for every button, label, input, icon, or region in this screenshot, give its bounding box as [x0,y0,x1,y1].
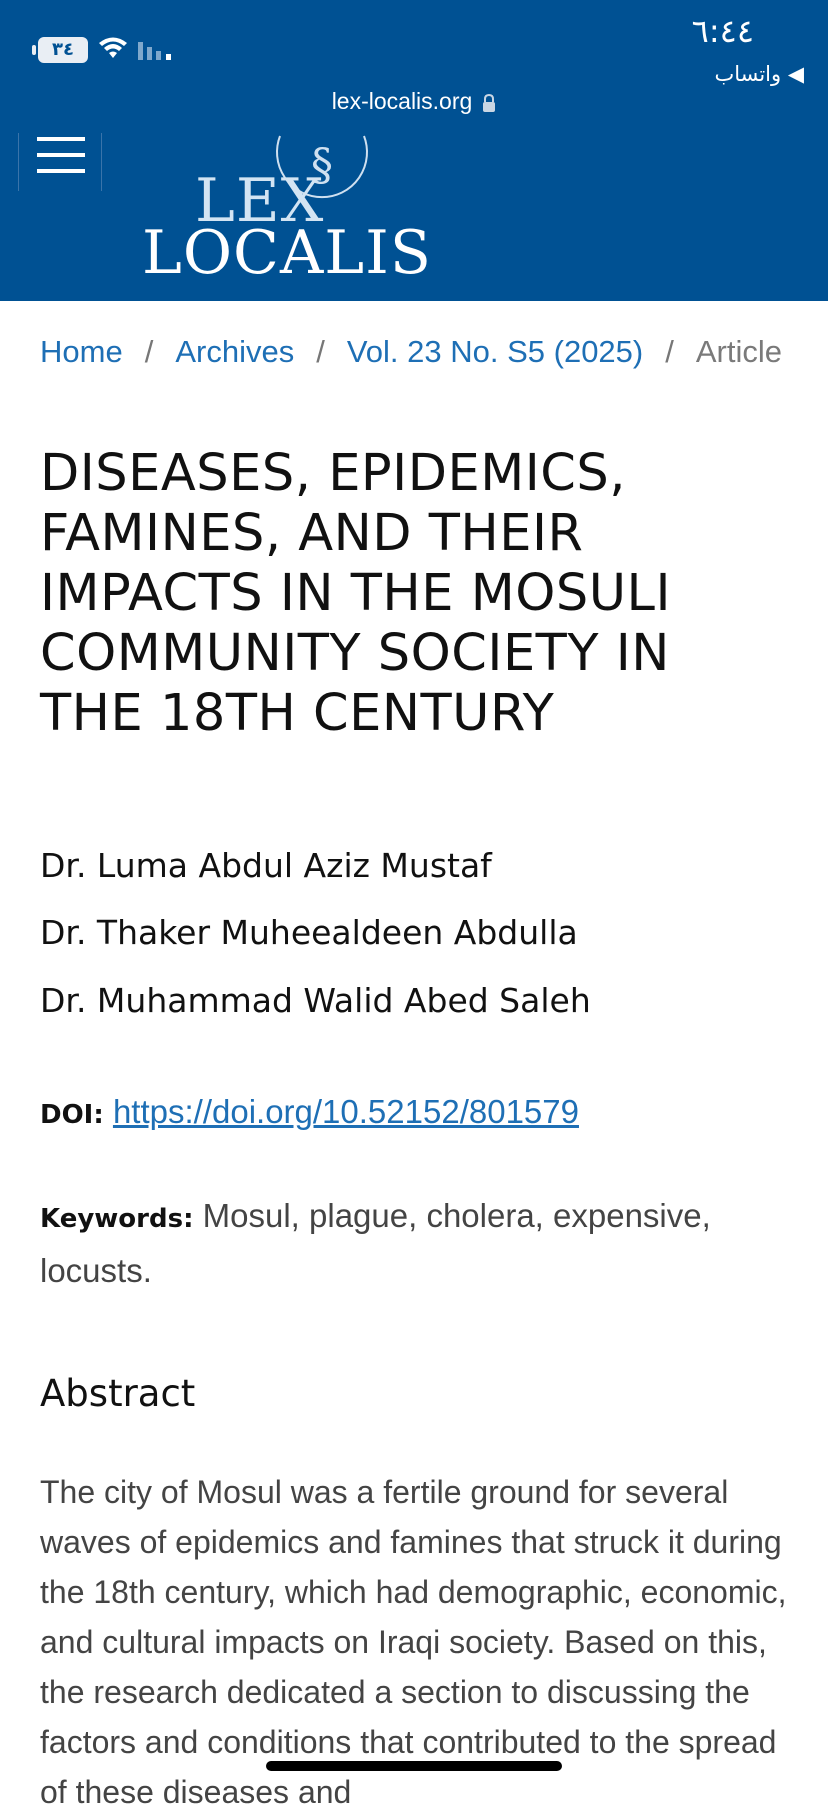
logo-line1: LEX [195,166,325,236]
site-header [0,0,828,301]
site-logo[interactable] [138,130,432,290]
keywords-label: Keywords: [40,1204,194,1234]
author-name: Dr. Muhammad Walid Abed Saleh [40,981,591,1020]
author-name: Dr. Luma Abdul Aziz Mustaf [40,846,492,885]
breadcrumb-separator: / [665,334,674,369]
cellular-signal-icon [138,38,178,62]
keywords-text: Mosul, plague, cholera, expensive, locusts. [40,1197,711,1289]
menu-button[interactable] [18,133,102,191]
battery-indicator: ٣٤ [38,37,88,63]
url-text: lex-localis.org [331,88,473,114]
doi-row [40,1093,579,1131]
status-time: ٦:٤٤ [691,12,754,50]
back-to-app-link[interactable]: ◀ واتساب [714,62,804,86]
abstract-heading: Abstract [40,1372,196,1415]
battery-tip [32,45,36,55]
breadcrumb-archives[interactable]: Archives [175,334,295,369]
logo-symbol: § [311,140,333,191]
lock-icon [482,94,496,112]
breadcrumb-current: Article [695,334,783,369]
breadcrumb-issue[interactable]: Vol. 23 No. S5 (2025) [346,334,644,369]
keywords-row [40,1190,790,1297]
article-title: DISEASES, EPIDEMICS, FAMINES, AND THEIR IMPACTS IN THE MOSULI COMMUNITY SOCIETY IN THE 18TH CENTURY [40,444,672,743]
address-bar[interactable] [0,88,828,115]
breadcrumb [40,334,782,370]
home-indicator[interactable] [266,1761,562,1771]
breadcrumb-home[interactable]: Home [40,334,123,369]
hamburger-menu-icon [37,135,85,175]
doi-link[interactable]: https://doi.org/10.52152/801579 [112,1093,579,1130]
logo-line2: LOCALIS [142,218,432,288]
wifi-icon [98,36,128,60]
author-name: Dr. Thaker Muheealdeen Abdulla [40,913,578,952]
breadcrumb-separator: / [144,334,154,369]
breadcrumb-separator: / [316,334,325,369]
abstract-text: The city of Mosul was a fertile ground for several waves of epidemics and famines that struck it during the 18th century, which had demographic, economic, and cultural impacts on Iraqi society. Based on this, the research dedicated a section to discussing the factors and conditions that contributed to the spread of these diseases and [40,1474,787,1810]
doi-label: DOI: [40,1100,104,1130]
